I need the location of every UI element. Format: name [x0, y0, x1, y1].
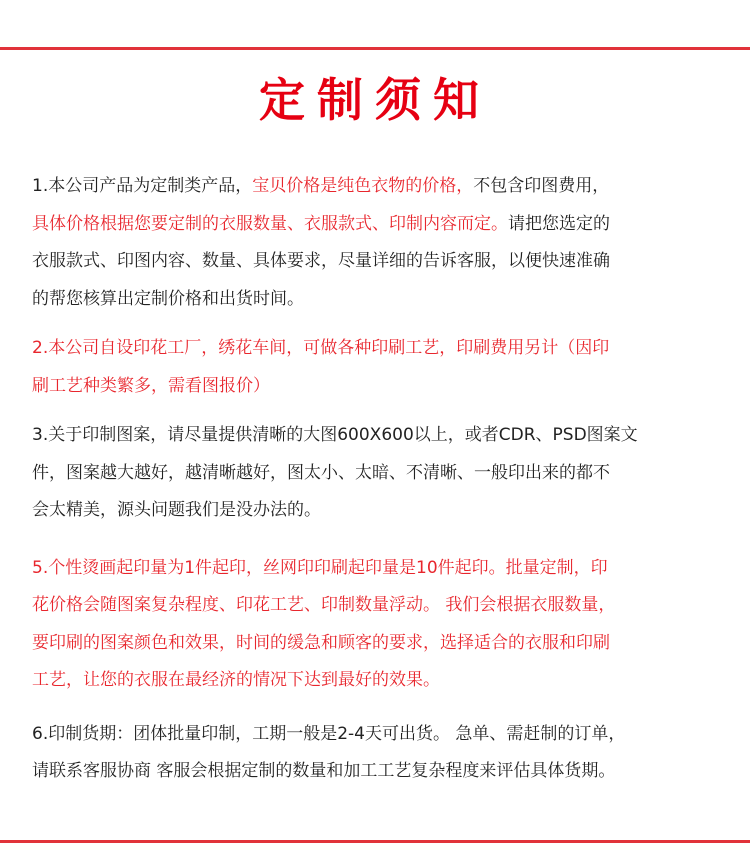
text-line: 刷工艺种类繁多，需看图报价）: [32, 375, 270, 396]
text-line: 衣服款式、印图内容、数量、具体要求，尽量详细的告诉客服，以便快速准确: [32, 251, 610, 271]
text-line: 的帮您核算出定制价格和出货时间。: [32, 288, 304, 309]
notice-item-2: [32, 330, 722, 405]
text-line: 件，图案越大越好，越清晰越好，图太小、太暗、不清晰、一般印出来的都不: [32, 462, 610, 483]
notice-item-6: [32, 716, 722, 791]
text-line: 5.个性烫画起印量为1件起印，丝网印印刷起印量是10件起印。批量定制，印: [32, 557, 608, 578]
text-line: [32, 168, 722, 206]
text-line: [32, 206, 722, 244]
top-divider: [0, 47, 750, 50]
page-title: 定制须知: [259, 73, 491, 127]
text-segment: 不包含印图费用，: [473, 176, 610, 196]
text-line: 6.印制货期：团体批量印制，工期一般是2-4天可出货。 急单、需赶制的订单，: [32, 723, 626, 744]
text-line: 要印刷的图案颜色和效果，时间的缓急和顾客的要求，选择适合的衣服和印刷: [32, 632, 610, 653]
notice-content: [32, 168, 722, 791]
text-line: 花价格会随图案复杂程度、印花工艺、印制数量浮动。 我们会根据衣服数量，: [32, 595, 616, 615]
text-line: 3.关于印制图案，请尽量提供清晰的大图600X600以上，或者CDR、PSD图案文: [32, 425, 638, 445]
notice-item-3: [32, 417, 722, 530]
notice-item-1: [32, 168, 722, 318]
text-line: 工艺，让您的衣服在最经济的情况下达到最好的效果。: [32, 670, 440, 690]
text-line: 请联系客服协商 客服会根据定制的数量和加工工艺复杂程度来评估具体货期。: [32, 761, 616, 781]
highlight-text: 宝贝价格是纯色衣物的价格，: [252, 176, 474, 196]
text-line: 2.本公司自设印花工厂，绣花车间，可做各种印刷工艺，印刷费用另计（因印: [32, 338, 610, 358]
text-segment: 1.本公司产品为定制类产品，: [32, 176, 253, 196]
notice-item-5: [32, 550, 722, 700]
highlight-text: 具体价格根据您要定制的衣服数量、衣服款式、印制内容而定。: [32, 213, 508, 234]
text-segment: 请把您选定的: [508, 213, 610, 234]
text-line: 会太精美，源头问题我们是没办法的。: [32, 500, 321, 520]
